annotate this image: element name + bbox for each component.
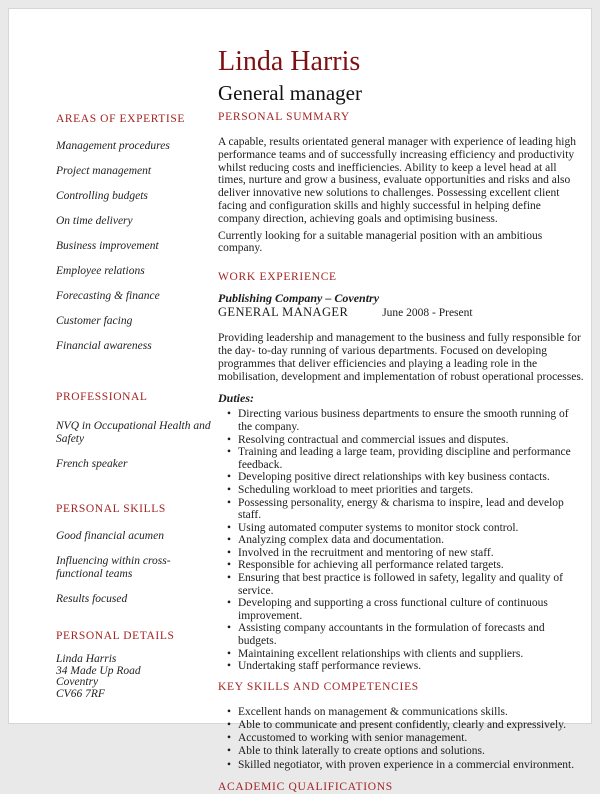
expertise-item: Employee relations [56,265,145,277]
key-skills-heading: KEY SKILLS AND COMPETENCIES [218,680,419,693]
personal-details-heading: PERSONAL DETAILS [56,630,175,642]
role-dates: June 2008 - Present [382,307,473,320]
expertise-item: Financial awareness [56,340,152,352]
expertise-item: Business improvement [56,240,159,252]
role-line [218,305,584,320]
professional-item: French speaker [56,458,128,470]
duty-item: • Developing positive direct relationships with key business contacts. [218,471,584,484]
professional-item: NVQ in Occupational Health and Safety [56,420,211,445]
duty-item: • Involved in the recruitment and mentoring of new staff. [218,547,584,560]
expertise-item: Controlling budgets [56,190,148,202]
duties-list [218,408,584,672]
address-line: CV66 7RF [56,687,105,700]
resume-page [8,8,592,793]
work-experience-heading: WORK EXPERIENCE [218,271,337,284]
personal-skill-item: Results focused [56,593,128,605]
duties-label: Duties: [218,391,254,406]
duty-item: • Using automated computer systems to monitor stock control. [218,522,584,535]
personal-summary-heading: PERSONAL SUMMARY [218,111,350,123]
duty-item: • Assisting company accountants in the formulation of forecasts and budgets. [218,622,584,647]
personal-skill-item: Good financial acumen [56,530,164,542]
key-skill-item: • Able to think laterally to create options and solutions. [218,745,584,758]
duty-item: • Responsible for achieving all performance related targets. [218,559,584,572]
personal-skills-list [56,530,212,606]
candidate-name: Linda Harris [218,46,361,77]
key-skill-item: • Accustomed to working with senior management. [218,732,584,745]
personal-summary-paragraph-2: Currently looking for a suitable managerial position with an ambitious company. [218,229,543,255]
personal-details-address [56,654,212,700]
expertise-item: Forecasting & finance [56,290,160,302]
sidebar [56,9,212,700]
duty-item: • Directing various business departments to ensure the smooth running of the company. [218,408,584,433]
expertise-item: Management procedures [56,140,170,152]
expertise-item: On time delivery [56,215,133,227]
areas-of-expertise-list [56,140,212,353]
areas-of-expertise-heading: AREAS OF EXPERTISE [56,113,185,125]
role-title: GENERAL MANAGER [218,305,349,320]
personal-summary-paragraph-1: A capable, results orientated general manager with experience of leading high performance teams and of successfully increasing efficiency and productivity whilst reducing costs and inefficiencies. Ability to keep a level head at all times, nurture and grow a business, evaluate opportunities and risks and also deliver innovative new solutions to challenges. Possessing excellent client facing and configuration skills and highly successful in helping define company direction, achieving goals and optimising business. [218,136,576,225]
professional-heading: PROFESSIONAL [56,391,148,403]
duty-item: • Undertaking staff performance reviews. [218,660,584,673]
employer-name: Publishing Company – Coventry [218,291,380,306]
expertise-item: Project management [56,165,152,177]
key-skill-item: • Skilled negotiator, with proven experience in a commercial environment. [218,759,584,772]
expertise-item: Customer facing [56,315,133,327]
personal-skills-heading: PERSONAL SKILLS [56,503,166,515]
duty-item: • Scheduling workload to meet priorities and targets. [218,484,584,497]
address-line: Coventry [56,676,99,688]
key-skill-item: • Excellent hands on management & communications skills. [218,706,584,719]
personal-skill-item: Influencing within cross-functional teams [56,555,171,580]
candidate-job-title: General manager [218,81,362,105]
key-skills-list [218,706,584,772]
main-column [218,9,584,794]
duty-item: • Possessing personality, energy & charisma to inspire, lead and develop staff. [218,497,584,522]
duty-item: • Ensuring that best practice is followed in safety, legality and quality of service. [218,572,584,597]
academic-qualifications-heading: ACADEMIC QUALIFICATIONS [218,780,393,793]
professional-list [56,420,212,471]
role-description: Providing leadership and management to the business and fully responsible for the day- to-day running of various departments. Focused on developing programmes that deliver efficiencies and playing a leading role in the mobilisation, development and implementation of robust operational processes. [218,332,584,383]
duty-item: • Developing and supporting a cross functional culture of continuous improvement. [218,597,584,622]
duty-item: • Maintaining excellent relationships with clients and suppliers. [218,648,584,661]
duty-item: • Resolving contractual and commercial issues and disputes. [218,434,584,447]
key-skill-item: • Able to communicate and present confidently, clearly and expressively. [218,719,584,732]
address-line: Linda Harris [56,653,117,665]
duty-item: • Analyzing complex data and documentation. [218,534,584,547]
duty-item: • Training and leading a large team, providing discipline and performance feedback. [218,446,584,471]
address-line: 34 Made Up Road [56,664,141,677]
